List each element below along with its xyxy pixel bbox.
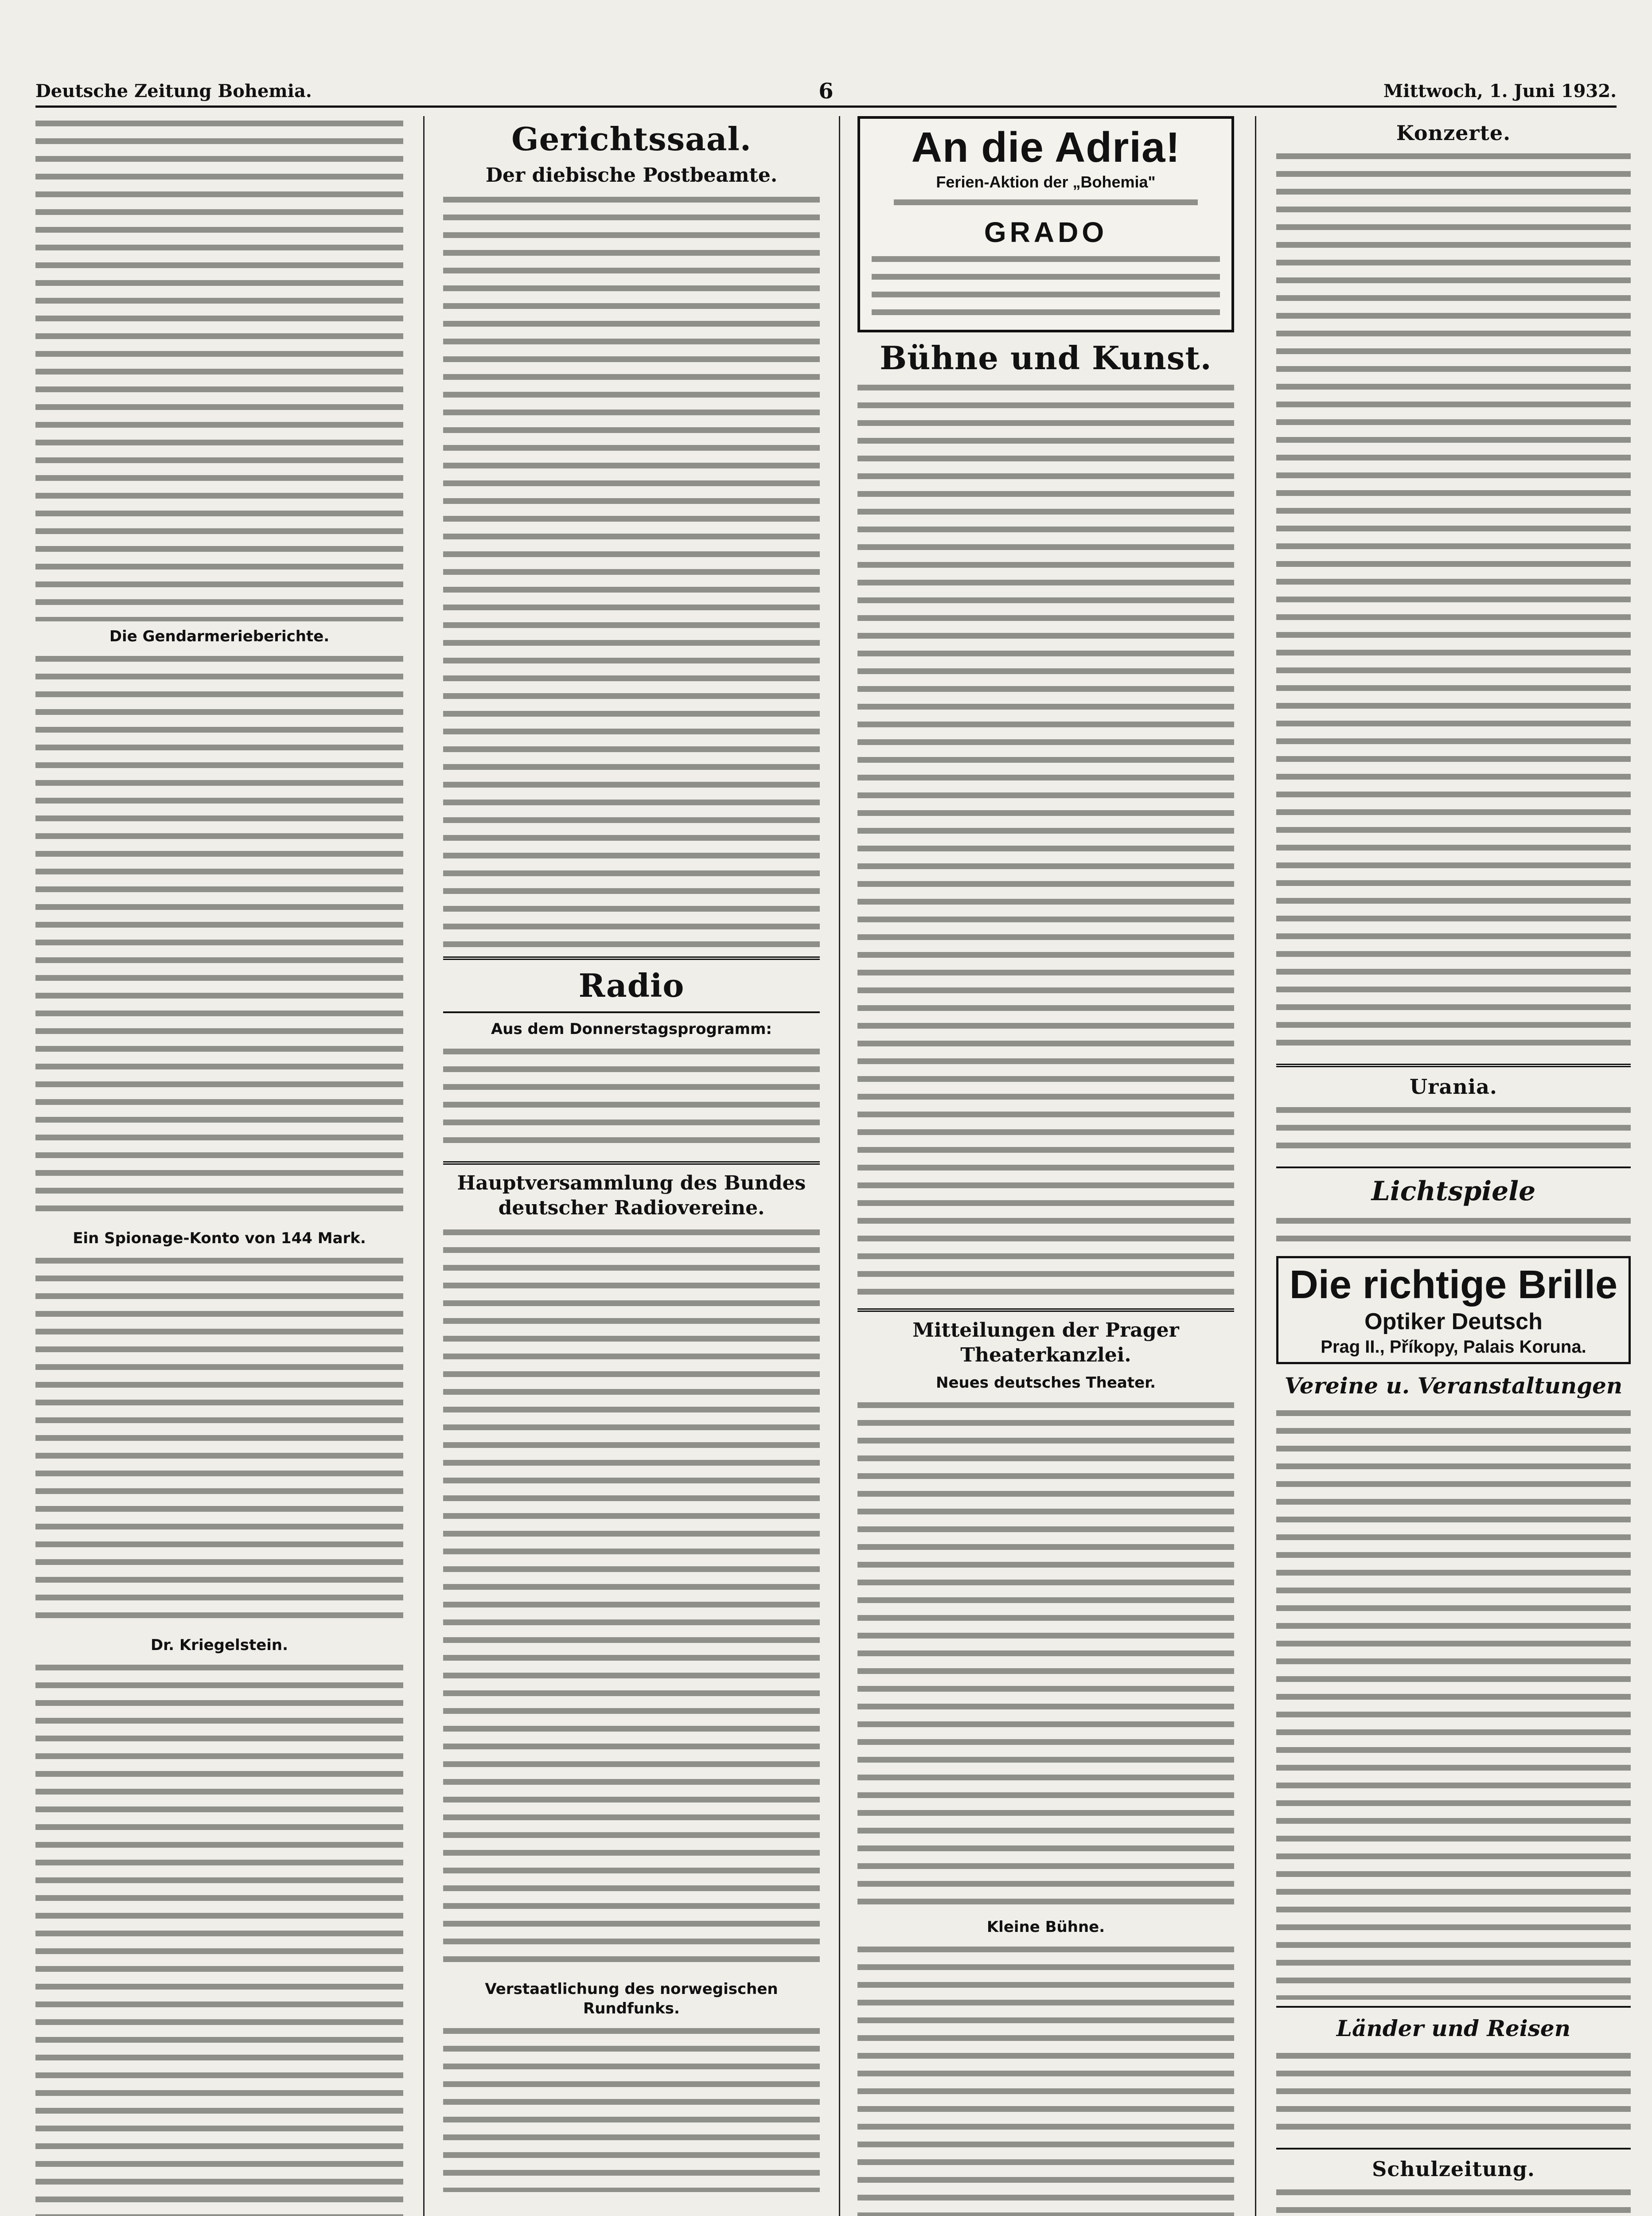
radio-program-text [443,1044,820,1155]
article-text-block [35,116,403,621]
section-heading-gerichtssaal: Gerichtssaal. [511,120,752,158]
article-text-block [443,192,820,950]
article-title-postbeamte: Der diebische Postbeamte. [485,164,778,187]
divider [1276,2006,1631,2008]
section-heading-vereine: Vereine u. Veranstaltungen [1284,1373,1623,1399]
column-3 [857,116,1234,2216]
ad-text [894,195,1198,213]
ad-headline: Die richtige Brille [1289,1263,1618,1307]
section-heading-schulzeitung: Schulzeitung. [1372,2157,1535,2181]
ad-subtitle: Ferien-Aktion der „Bohemia" [936,173,1156,191]
divider [1276,1167,1631,1168]
issue-date: Mittwoch, 1. Juni 1932. [1383,81,1617,101]
article-text-block [443,2024,820,2192]
divider [1276,2148,1631,2150]
column-rule [1255,116,1256,2216]
column-2 [443,116,820,2216]
section-heading-laender: Länder und Reisen [1336,2015,1571,2041]
section-heading-urania: Urania. [1410,1075,1497,1099]
section-heading-konzerte: Konzerte. [1396,121,1511,145]
article-text-block [35,652,403,1223]
article-text-block [857,380,1234,1302]
article-title-hauptversammlung: Hauptversammlung des Bundes deutscher Radiovereine. [457,1172,806,1219]
subheading-kleine-buehne: Kleine Bühne. [986,1918,1105,1936]
ad-address: Prag II., Příkopy, Palais Koruna. [1321,1337,1586,1357]
masthead [35,79,1617,108]
ad-shop-name: Optiker Deutsch [1364,1309,1543,1334]
article-text-block [35,1660,403,2216]
article-text-block [1276,1103,1631,1160]
subheading-gendarmerie: Die Gendarmerieberichte. [109,628,330,645]
section-heading-radio: Radio [578,967,685,1004]
subheading-spionage: Ein Spionage-Konto von 144 Mark. [73,1229,366,1247]
paper-name: Deutsche Zeitung Bohemia. [35,81,312,101]
divider [1276,1064,1631,1067]
article-text-block [1276,1406,1631,2000]
ad-headline: An die Adria! [911,124,1181,171]
column-4 [1276,116,1631,2216]
page-number: 6 [818,79,834,104]
divider [443,1161,820,1165]
article-title-theaterkanzlei: Mitteilungen der Prager Theaterkanzlei. [912,1319,1179,1366]
subheading-rundfunk: Verstaatlichung des norwegischen Rundfunks. [485,1980,778,2017]
article-text-block [1276,2185,1631,2216]
column-rule [423,116,425,2216]
divider [443,1011,820,1013]
column-rule [839,116,840,2216]
article-text-block [1276,1213,1631,1249]
section-heading-buehne: Bühne und Kunst. [880,339,1212,377]
article-text-block [1276,149,1631,1057]
ad-destination: GRADO [984,216,1108,248]
divider [443,956,820,960]
divider [857,1308,1234,1312]
theater-program-text [857,1398,1234,1912]
column-1 [35,116,403,2216]
article-text-block [443,1225,820,1974]
subheading-kriegelstein: Dr. Kriegelstein. [150,1636,288,1654]
subheading-neues-theater: Neues deutsches Theater. [936,1374,1156,1392]
theater-program-text [857,1942,1234,2216]
section-heading-lichtspiele: Lichtspiele [1371,1176,1536,1207]
optician-advertisement [1276,1256,1631,1364]
adria-advertisement [857,116,1234,332]
article-text-block [1276,2048,1631,2142]
article-text-block [35,1253,403,1630]
subheading-programm: Aus dem Donnerstagsprogramm: [491,1020,772,1038]
ad-text [872,252,1220,323]
